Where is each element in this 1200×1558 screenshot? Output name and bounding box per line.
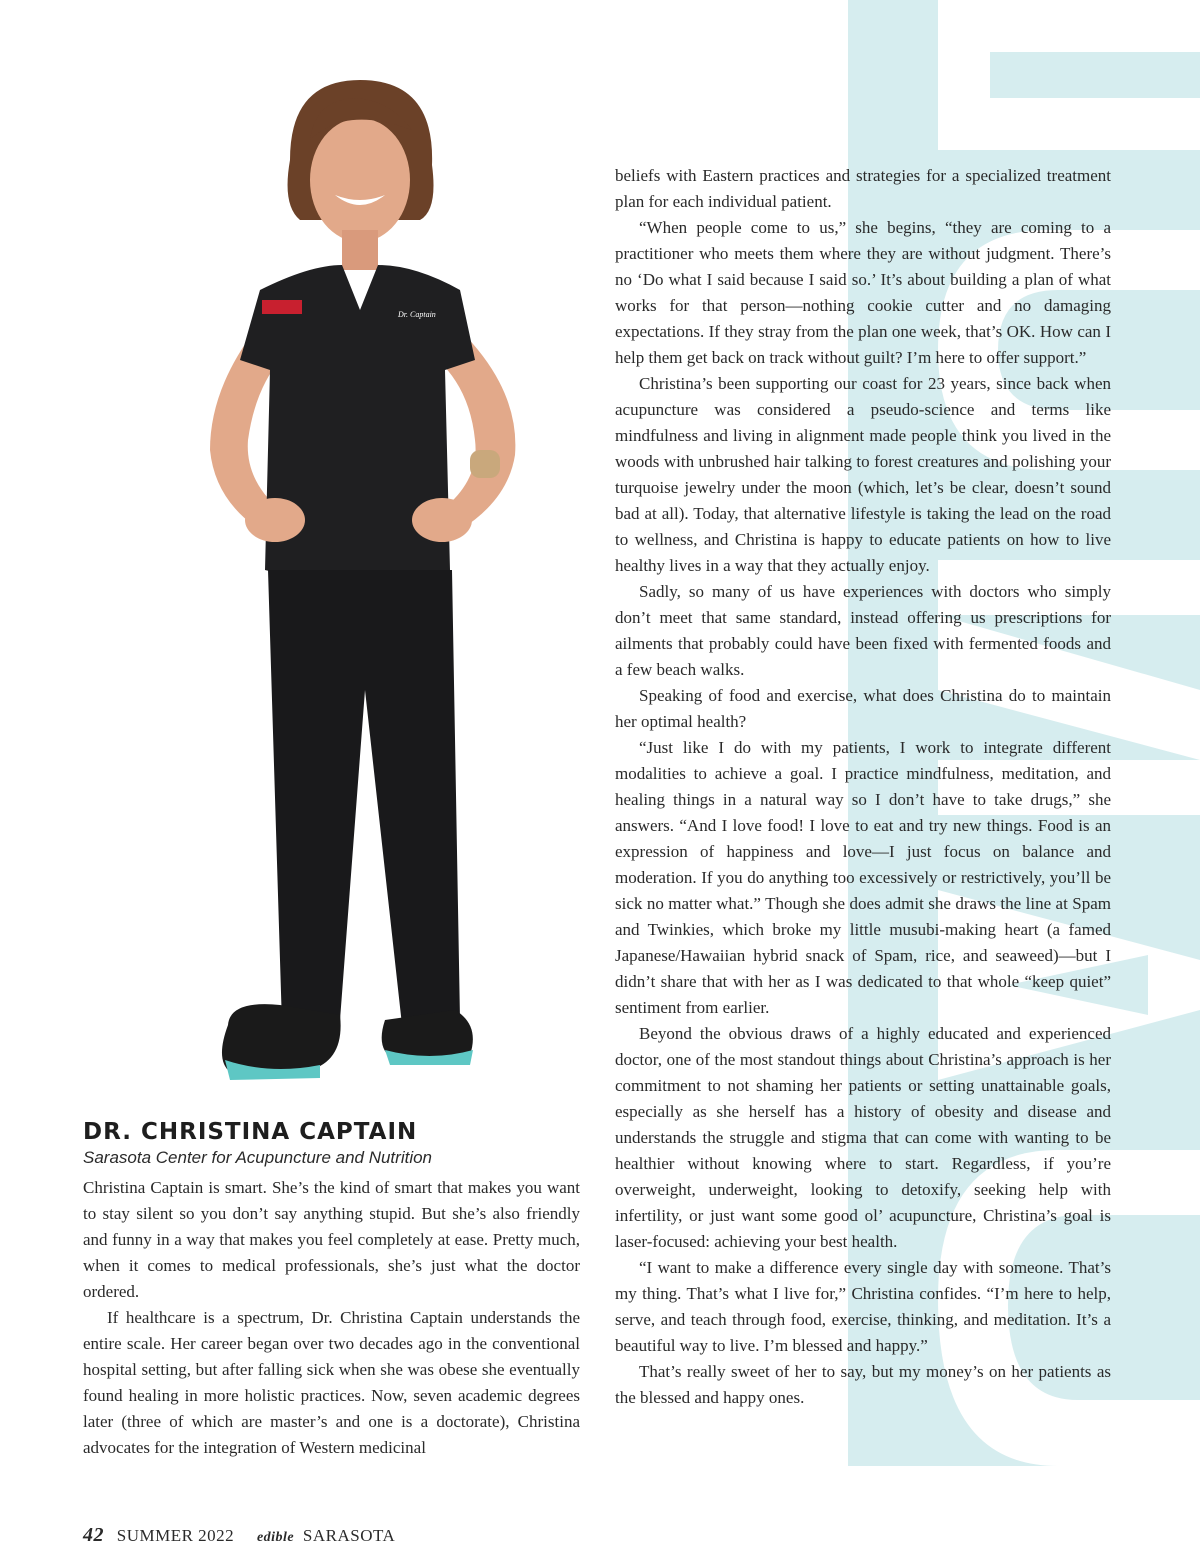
issue-label: SUMMER 2022 xyxy=(116,1526,235,1545)
body-paragraph: “I want to make a difference every single day with someone. That’s my thing. That’s what I live for,” Christina confides. “I’m here to help, serve, and teach through food, exercise, thinking, and meditation. It’s a beautiful way to live. I’m blessed and happy.” xyxy=(615,1258,1111,1355)
body-paragraph: If healthcare is a spectrum, Dr. Christina Captain understands the entire scale. Her career began over two decades ago in the conventional hospital setting, but after falling sick when she was obese she eventually found healing in more holistic practices. Now, seven academic degrees later (three of which are master’s and one is a doctorate), Christina advocates for the integration of Western medicinal xyxy=(83,1308,580,1457)
body-paragraph: “When people come to us,” she begins, “they are coming to a practitioner who meets them where they are without judgment. There’s no ‘Do what I said because I said so.’ It’s about building a plan of what works for that person—nothing cookie cutter and no damaging expectations. If they stray from the plan one week, that’s OK. How can I help them get back on track without guilt? I’m here to offer support.” xyxy=(615,218,1111,367)
practice-subheading: Sarasota Center for Acupuncture and Nutrition xyxy=(83,1148,433,1167)
body-paragraph: “Just like I do with my patients, I work to integrate different modalities to achieve a goal. I practice mindfulness, meditation, and healing things in a natural way so I don’t have to take drugs,” she answers. “And I love food! I love to eat and try new things. Food is an expression of happiness and love—I just focus on balance and moderation. If you do anything too excessively or restrictively, you’ll be sick no matter what.” Though she does admit she draws the line at Spam and Twinkies, which broke my little musubi-making heart (a famed Japanese/Hawaiian hybrid snack of Spam, rice, and seaweed)—but I didn’t share that with her as I was dedicated to that whole “keep quiet” sentiment from earlier. xyxy=(615,738,1111,1017)
article-right-column xyxy=(615,163,1111,1411)
portrait-photo xyxy=(170,70,550,1090)
body-paragraph: Christina’s been supporting our coast for 23 years, since back when acupuncture was considered a pseudo-science and terms like mindfulness and living in alignment made people think you lived in the woods with unbrushed hair talking to forest creatures and polishing your turquoise jewelry under the moon (which, let’s be clear, doesn’t sound bad at all). Today, that alternative lifestyle is taking the lead on the road to wellness, and Christina is happy to educate patients on how to live healthy lives in a way that they actually enjoy. xyxy=(615,374,1111,575)
shirt-name-tag: Dr. Captain xyxy=(398,310,436,319)
magazine-name: SARASOTA xyxy=(302,1526,396,1545)
article-left-column xyxy=(83,1175,580,1461)
profile-name-heading: DR. CHRISTINA CAPTAIN xyxy=(83,1119,418,1145)
page-number: 42 xyxy=(83,1524,104,1546)
body-paragraph: Sadly, so many of us have experiences with doctors who simply don’t meet that same standard, instead offering us prescriptions for ailments that probably could have been fixed with fermented foods and a few beach walks. xyxy=(615,582,1111,679)
body-paragraph: Christina Captain is smart. She’s the kind of smart that makes you want to stay silent so you don’t say anything stupid. But she’s also friendly and funny in a way that makes you feel completely at ease. Pretty much, when it comes to medical professionals, she’s just what the doctor ordered. xyxy=(83,1178,580,1301)
magazine-name-italic: edible xyxy=(256,1530,295,1545)
body-paragraph: That’s really sweet of her to say, but my money’s on her patients as the blessed and happy ones. xyxy=(615,1362,1111,1407)
body-paragraph: Speaking of food and exercise, what does Christina do to maintain her optimal health? xyxy=(615,686,1111,731)
page-footer xyxy=(83,1524,395,1547)
body-paragraph: beliefs with Eastern practices and strategies for a specialized treatment plan for each individual patient. xyxy=(615,166,1111,211)
body-paragraph: Beyond the obvious draws of a highly educated and experienced doctor, one of the most standout things about Christina’s approach is her commitment to not shaming her patients or setting unattainable goals, especially as she herself has a history of obesity and disease and understands the struggle and stigma that can come with wanting to be healthier without knowing where to start. Regardless, if you’re overweight, underweight, looking to detoxify, seeking help with infertility, or just want some good ol’ acupuncture, Christina’s goal is laser-focused: achieving your best health. xyxy=(615,1024,1111,1251)
